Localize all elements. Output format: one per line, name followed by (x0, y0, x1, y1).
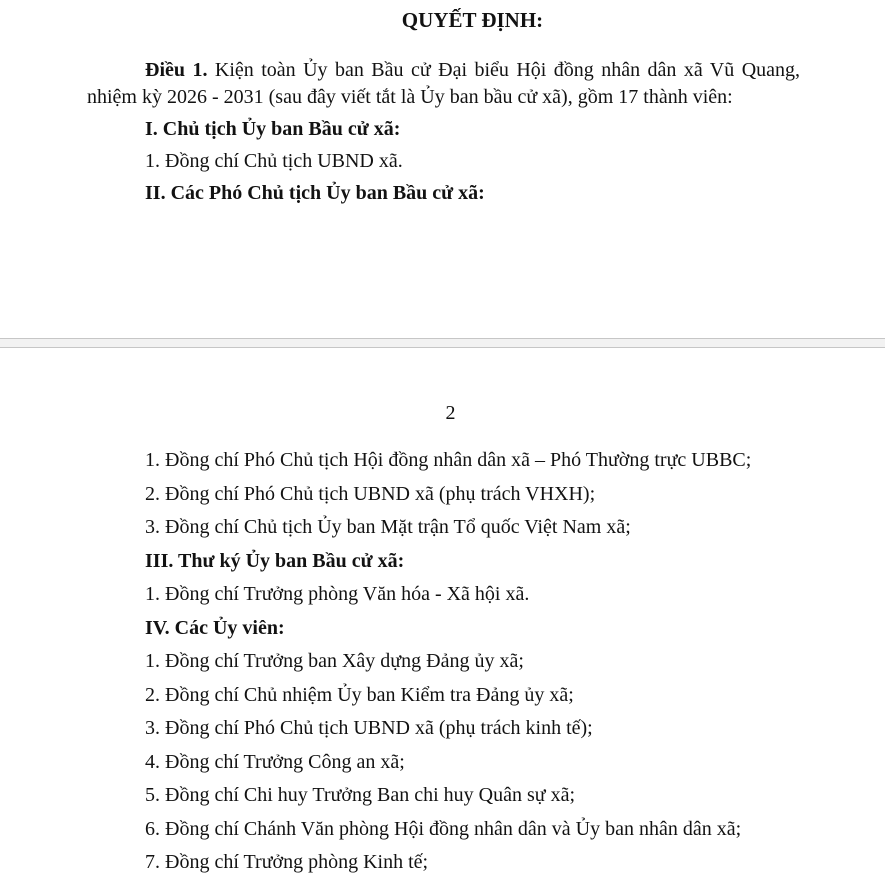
page-1 (0, 0, 885, 338)
article-1-text: Kiện toàn Ủy ban Bầu cử Đại biểu Hội đồng nhân dân xã Vũ Quang, nhiệm kỳ 2026 - 2031 (sau đây viết tắt là Ủy ban bầu cử xã), gồm 17 thành viên: (87, 59, 801, 108)
list-item: 1. Đồng chí Trưởng phòng Văn hóa - Xã hội xã. (145, 583, 530, 605)
section-heading-4: IV. Các Ủy viên: (145, 616, 285, 639)
list-item: 2. Đồng chí Phó Chủ tịch UBND xã (phụ trách VHXH); (145, 482, 596, 505)
list-item: 5. Đồng chí Chi huy Trưởng Ban chi huy Quân sự xã; (145, 784, 576, 806)
list-item: 1. Đồng chí Trưởng ban Xây dựng Đảng ủy xã; (145, 650, 524, 672)
list-item: 6. Đồng chí Chánh Văn phòng Hội đồng nhân dân và Ủy ban nhân dân xã; (145, 817, 742, 840)
list-item: 1. Đồng chí Chủ tịch UBND xã. (145, 150, 403, 172)
page-number: 2 (445, 402, 456, 424)
page-separator (0, 338, 885, 348)
article-1-paragraph (87, 57, 800, 111)
article-1-label: Điều 1. (145, 59, 208, 81)
list-item: 1. Đồng chí Phó Chủ tịch Hội đồng nhân dân xã – Phó Thường trực UBBC; (145, 449, 752, 471)
page-2-content (87, 449, 800, 873)
section-heading-3: III. Thư ký Ủy ban Bầu cử xã: (145, 549, 405, 572)
document-title: QUYẾT ĐỊNH: (401, 8, 544, 32)
list-item: 2. Đồng chí Chủ nhiệm Ủy ban Kiểm tra Đảng ủy xã; (145, 683, 574, 706)
page-2 (0, 348, 885, 878)
section-heading-2: II. Các Phó Chủ tịch Ủy ban Bầu cử xã: (145, 182, 485, 204)
list-item: 7. Đồng chí Trưởng phòng Kinh tế; (145, 851, 429, 873)
section-heading-1: I. Chủ tịch Ủy ban Bầu cử xã: (145, 118, 401, 140)
list-item: 3. Đồng chí Phó Chủ tịch UBND xã (phụ trách kinh tế); (145, 717, 593, 739)
list-item: 4. Đồng chí Trưởng Công an xã; (145, 750, 405, 773)
list-item: 3. Đồng chí Chủ tịch Ủy ban Mặt trận Tổ quốc Việt Nam xã; (145, 516, 631, 538)
